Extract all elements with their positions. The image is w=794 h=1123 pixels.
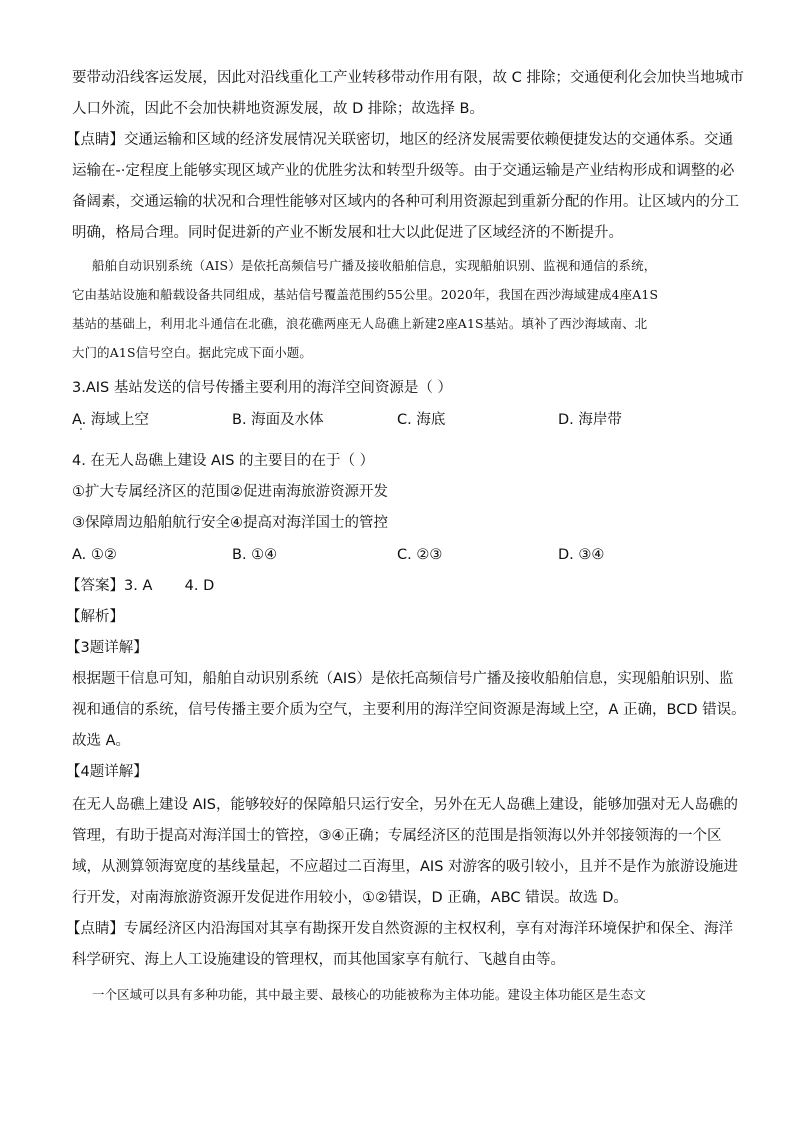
detail-4-line-3: 域，从测算领海宽度的基线量起，不应超过二百海里，AIS 对游客的吸引较小，且并不是作为旅游设施进 xyxy=(72,859,739,875)
question-3-option-b: B. 海面及水体 xyxy=(232,412,324,428)
dianjing-2-tag: 【 点睛 】 xyxy=(66,921,124,937)
answer-text: 3. A 4. D xyxy=(124,578,215,594)
question-3-option-d: D. 海岸带 xyxy=(558,412,622,428)
detail-3-heading: 【 3题详解 】 xyxy=(66,638,148,658)
detail-3-line-3: 故选 A。 xyxy=(72,733,131,749)
dianjing-1-line-1: 【 点睛 】 交通运输和区域的经济发展情况关联密切，地区的经济发展需要依赖便捷发达的交通体系。交通 xyxy=(66,130,726,150)
dianjing-1-tag: 【 点睛 】 xyxy=(66,132,124,148)
detail-4-line-1: 在无人岛礁上建设 AIS，能够较好的保障船只运行安全，另外在无人岛礁上建设，能够加强对无人岛礁的 xyxy=(72,797,739,813)
next-material-line: 一个区域可以具有多种功能，其中最主要、最核心的功能被称为主体功能。建设主体功能区是生态文 xyxy=(92,987,646,1002)
detail-4-heading: 【 4题详解 】 xyxy=(66,762,148,782)
question-4-option-d: D. ③④ xyxy=(558,547,605,563)
question-4-stem: 4. 在无人岛礁上建设 AIS 的主要目的在于（ ） xyxy=(72,453,375,469)
dianjing-2-line-1: 【 点睛 】 专属经济区内沿海国对其享有勘探开发自然资源的主权权利，享有对海洋环境保护和保全、海洋 xyxy=(66,919,726,939)
detail-4-line-4: 行开发，对南海旅游资源开发促进作用较小，①②错误，D 正确，ABC 错误。故选 D。 xyxy=(72,890,628,906)
material-line-2: 它由基站设施和船载设备共同组成，基站信号覆盖范围约55公里。2020年，我国在西沙海域建成4座A1S xyxy=(72,287,659,302)
analysis-heading: 【 解析 】 xyxy=(66,607,124,627)
intro-line-2: 人口外流，因此不会加快耕地资源发展，故 D 排除；故选择 B。 xyxy=(72,101,484,117)
intro-line-1: 要带动沿线客运发展，因此对沿线重化工产业转移带动作用有限，故 C 排除；交通便利化会加快当地城市 xyxy=(72,70,744,86)
question-3-option-a: A. 海域上空 xyxy=(72,412,149,428)
question-4-option-c: C. ②③ xyxy=(397,547,443,563)
question-3-stem: 3.AIS 基站发送的信号传播主要利用的海洋空间资源是（ ） xyxy=(72,380,452,396)
material-line-3: 基站的基础上，利用北斗通信在北礁，浪花礁两座无人岛礁上新建2座A1S基站。填补了西沙海域南、北 xyxy=(72,316,648,331)
detail-4-line-2: 管理，有助于提高对海洋国士的管控，③④正确；专属经济区的范围是指领海以外并邻接领海的一个区 xyxy=(72,828,722,844)
dianjing-1-line-2: 运输在-·定程度上能够实现区域产业的优胜劣汰和转型升级等。由于交通运输是产业结构形成和调整的必 xyxy=(72,163,735,179)
detail-3-line-1: 根据题干信息可知，船舶自动识别系统（AIS）是依托高频信号广播及接收船舶信息，实现船舶识别、监 xyxy=(72,671,734,687)
question-4-option-a: A. ①② xyxy=(72,547,117,563)
answer-tag: 【 答案 】 xyxy=(66,578,124,594)
stray-dot xyxy=(80,428,82,430)
answer-line xyxy=(66,576,214,596)
material-line-1: 船舶自动识别系统（AIS）是依托高频信号广播及接收船舶信息，实现船舶识别、监视和通信的系统， xyxy=(92,258,657,273)
question-3-option-c: C. 海底 xyxy=(397,412,446,428)
dianjing-1-line-3: 备阔素，交通运输的状况和合理性能够对区域内的各种可利用资源起到重新分配的作用。让区域内的分工 xyxy=(72,194,739,210)
detail-3-line-2: 视和通信的系统，信号传播主要介质为空气，主要利用的海洋空间资源是海域上空，A 正确，BCD 错误。 xyxy=(72,702,746,718)
dianjing-1-line-4: 明确，格局合理。同时促进新的产业不断发展和壮大以此促进了区域经济的不断提升。 xyxy=(72,225,623,241)
material-line-4: 大门的A1S信号空白。据此完成下面小题。 xyxy=(72,345,312,360)
question-4-option-b: B. ①④ xyxy=(232,547,278,563)
question-4-item-2: ③保障周边船舶航行安全④提高对海洋国士的管控 xyxy=(72,515,388,531)
question-4-item-1: ①扩大专属经济区的范围②促进南海旅游资源开发 xyxy=(72,484,388,500)
dianjing-2-line-2: 科学研究、海上人工设施建设的管理权，而其他国家享有航行、飞越自由等。 xyxy=(72,952,565,968)
